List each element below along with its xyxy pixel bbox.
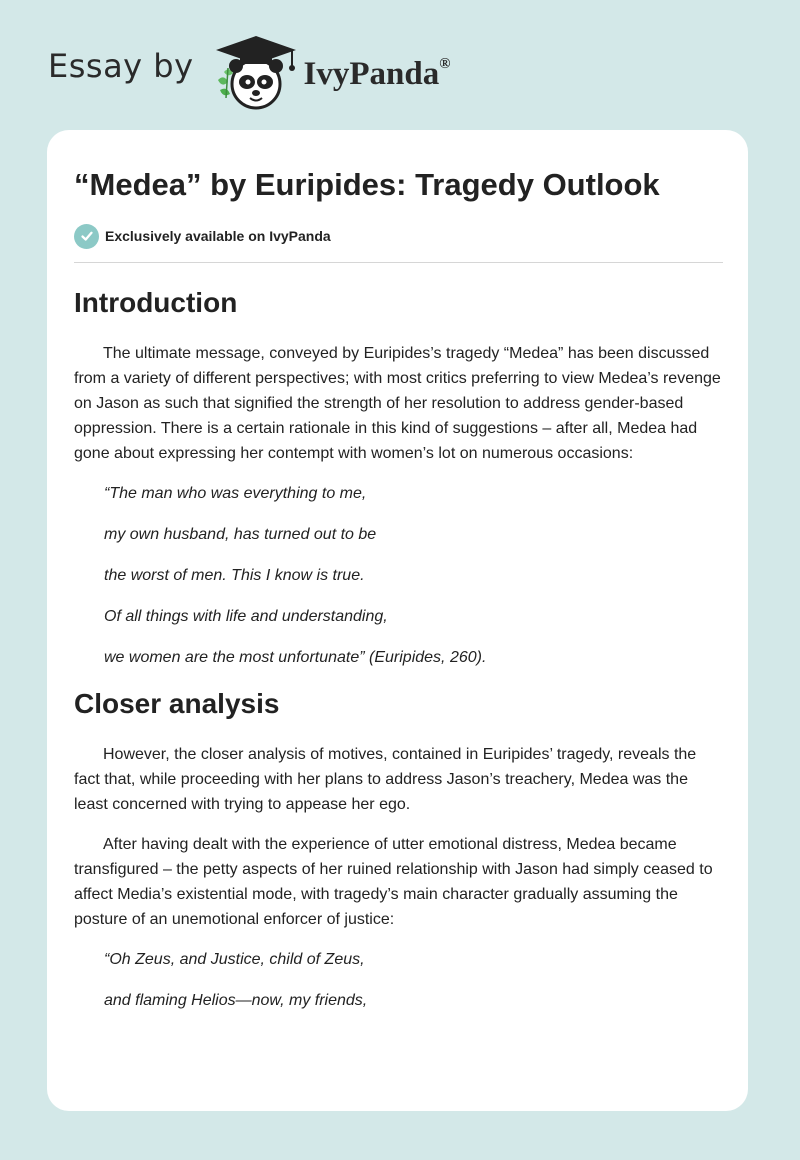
essay-by-label: Essay by: [48, 47, 194, 85]
quote-line: my own husband, has turned out to be: [104, 526, 377, 543]
analysis-paragraph: However, the closer analysis of motives, contained in Euripides’ tragedy, reveals the fact that, while proceeding with her plans to address Jason’s treachery, Medea was the least concerned with trying to appease her ego.: [74, 746, 697, 813]
quote-line: Of all things with life and understanding,: [104, 608, 388, 625]
intro-paragraph: The ultimate message, conveyed by Euripides’s tragedy “Medea” has been discussed from a variety of different perspectives; with most critics preferring to view Medea’s revenge on Jason as such that signified the strength of her resolution to address gender-based oppression. There is a certain rationale in this kind of suggestions – after all, Medea had gone about expressing her contempt with women’s lot on numerous occasions:: [74, 345, 721, 462]
brand-name: IvyPanda®: [303, 55, 451, 92]
panda-logo-icon: [210, 32, 298, 112]
site-header: [48, 32, 450, 112]
section-heading-introduction: Introduction: [74, 287, 238, 318]
section-heading-closer-analysis: Closer analysis: [74, 688, 280, 719]
quote-line: “Oh Zeus, and Justice, child of Zeus,: [104, 951, 365, 968]
registered-mark: ®: [439, 55, 451, 72]
analysis-paragraph: After having dealt with the experience of utter emotional distress, Medea became transfigured – the petty aspects of her ruined relationship with Jason had simply ceased to affect Media’s existential mode, with tragedy’s main character gradually assuming the posture of an unemotional enforcer of justice:: [74, 836, 713, 928]
check-circle-icon: [74, 224, 99, 249]
quote-line: we women are the most unfortunate” (Euripides, 260).: [104, 649, 487, 666]
title-divider: [74, 262, 723, 263]
exclusive-badge: [74, 223, 721, 249]
quote-line: and flaming Helios—now, my friends,: [104, 992, 368, 1009]
exclusive-label: Exclusively available on IvyPanda: [105, 228, 331, 244]
essay-card: [47, 130, 748, 1111]
quote-line: “The man who was everything to me,: [104, 485, 367, 502]
essay-title: “Medea” by Euripides: Tragedy Outlook: [74, 167, 660, 202]
ivypanda-logo-link[interactable]: [210, 32, 451, 112]
quote-line: the worst of men. This I know is true.: [104, 567, 365, 584]
